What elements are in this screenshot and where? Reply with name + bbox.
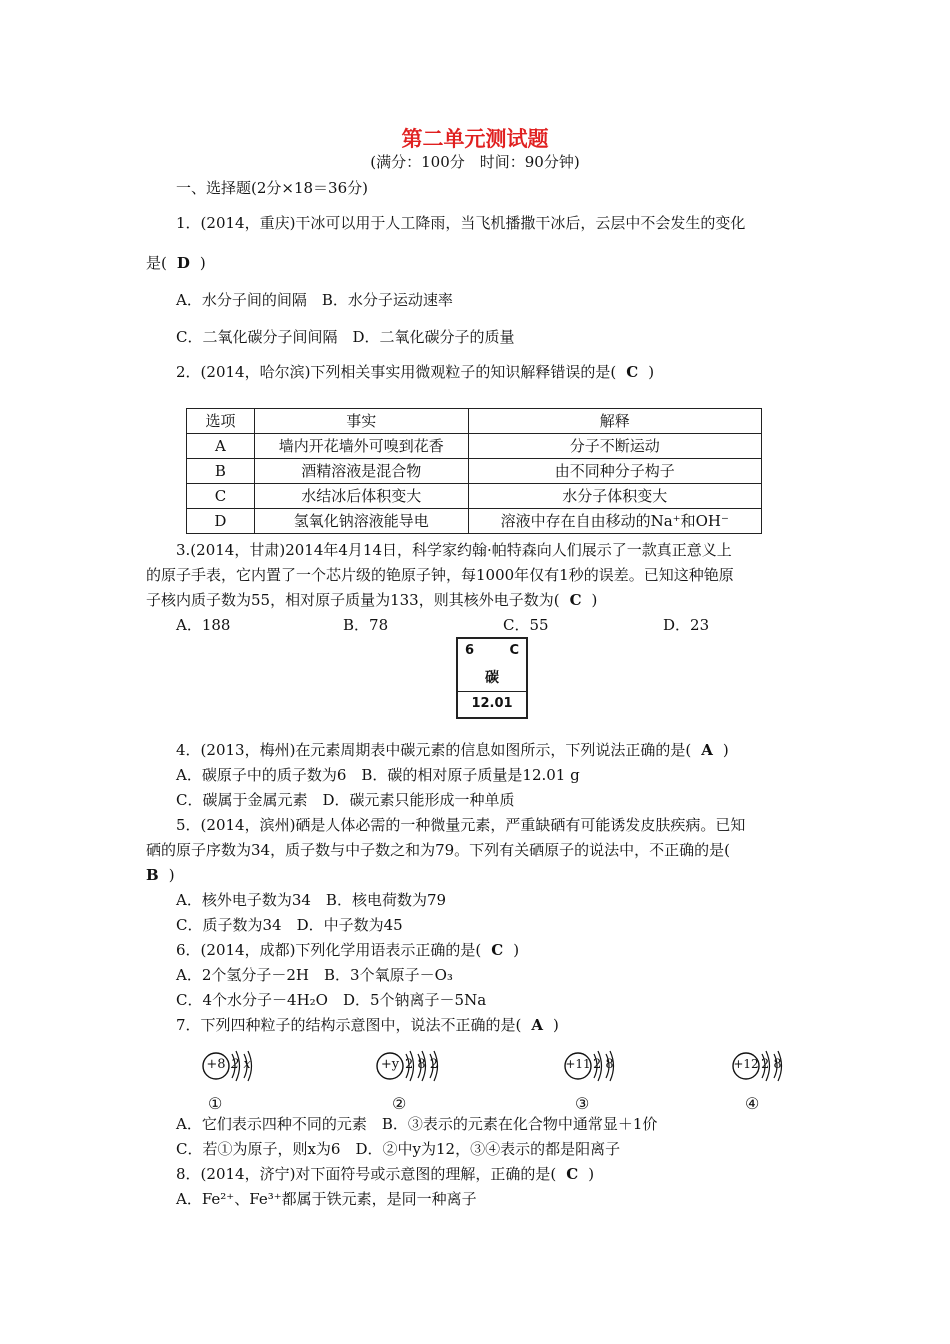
q7-stem: 7．下列四种粒子的结构示意图中，说法不正确的是( A ): [176, 1016, 559, 1034]
q6-answer: C: [491, 941, 504, 959]
table-row: [187, 434, 762, 459]
q1-line1: 1．(2014，重庆)干冰可以用于人工降雨，当飞机播撒干冰后，云层中不会发生的变化: [176, 214, 746, 232]
q3-option-d: D．23: [663, 616, 710, 634]
q3-line1: 3.(2014，甘肃)2014年4月14日，科学家约翰·帕特森向人们展示了一款真正意义上: [176, 541, 732, 559]
diagram-label: ③: [575, 1094, 590, 1113]
shell-electrons: 2 8: [761, 1057, 782, 1072]
q1-answer: D: [176, 254, 190, 272]
q3-line2: 的原子手表，它内置了一个芯片级的铯原子钟，每1000年仅有1秒的误差。已知这种铯原: [146, 566, 734, 584]
page-subtitle: (满分：100分 时间：90分钟): [370, 153, 580, 171]
nucleus-charge: +y: [380, 1057, 400, 1072]
q1-options-ab: A．水分子间的间隔 B．水分子运动速率: [176, 291, 453, 309]
q4-options-cd: C．碳属于金属元素 D．碳元素只能形成一种单质: [176, 791, 515, 809]
shell-electrons: 2 8 2: [405, 1057, 439, 1072]
q5-answer: B: [146, 866, 159, 884]
atom-diagram-4: [730, 1048, 810, 1084]
q5-line3: B ): [136, 865, 175, 885]
q8-option-a: A．Fe²⁺、Fe³⁺都属于铁元素，是同一种离子: [176, 1190, 477, 1208]
q8-answer: C: [566, 1165, 579, 1183]
q5-line2: 硒的原子序数为34，质子数与中子数之和为79。下列有关硒原子的说法中，不正确的是(: [146, 841, 731, 859]
q4-stem: 4．(2013，梅州)在元素周期表中碳元素的信息如图所示，下列说法正确的是( A ): [176, 741, 729, 759]
table-cell: 氢氧化钠溶液能导电: [254, 509, 468, 534]
nucleus-charge: +11: [565, 1057, 591, 1071]
q3-answer: C: [569, 591, 582, 609]
table-cell: 分子不断运动: [468, 434, 762, 459]
atom-diagram-2: [374, 1048, 464, 1084]
table-cell: 水结冰后体积变大: [254, 484, 468, 509]
q1-options-cd: C．二氧化碳分子间间隔 D．二氧化碳分子的质量: [176, 328, 515, 346]
nucleus-charge: +12: [733, 1057, 759, 1071]
table-row: [187, 484, 762, 509]
q2-stem: 2．(2014，哈尔滨)下列相关事实用微观粒子的知识解释错误的是( C ): [176, 363, 655, 381]
nucleus-charge: +8: [206, 1057, 226, 1072]
section-heading: 一、选择题(2分×18＝36分): [176, 179, 368, 197]
atom-diagram-1: [200, 1048, 270, 1084]
table-cell: C: [187, 484, 255, 509]
table-cell: D: [187, 509, 255, 534]
q5-line1: 5．(2014，滨州)硒是人体必需的一种微量元素，严重缺硒有可能诱发皮肤疾病。已知: [176, 816, 746, 834]
element-mass: 12.01: [471, 696, 513, 711]
table-cell: 酒精溶液是混合物: [254, 459, 468, 484]
diagram-label: ④: [745, 1094, 760, 1113]
table-cell: A: [187, 434, 255, 459]
q4-answer: A: [701, 741, 713, 759]
table-cell: 由不同种分子构子: [468, 459, 762, 484]
q3-option-c: C．55: [503, 616, 549, 634]
carbon-element-tile: [456, 637, 528, 719]
q3-option-b: B．78: [343, 616, 389, 634]
q7-options-ab: A．它们表示四种不同的元素 B．③表示的元素在化合物中通常显＋1价: [176, 1115, 658, 1133]
shell-electrons: 2 8: [593, 1057, 614, 1072]
table-cell: B: [187, 459, 255, 484]
q5-options-ab: A．核外电子数为34 B．核电荷数为79: [176, 891, 447, 909]
q6-options-ab: A．2个氢分子－2H B．3个氧原子－O₃: [176, 966, 453, 984]
q3-line3: 子核内质子数为55，相对原子质量为133，则其核外电子数为( C ): [146, 591, 598, 609]
table-header: 事实: [254, 409, 468, 434]
diagram-label: ①: [208, 1094, 223, 1113]
diagram-label: ②: [392, 1094, 407, 1113]
q7-answer: A: [531, 1016, 544, 1034]
shell-electrons: 2 x: [231, 1057, 251, 1072]
q1-line2: 是( D ): [146, 254, 206, 272]
table-header-row: [187, 409, 762, 434]
q2-table: [186, 408, 762, 534]
element-symbol: C: [509, 643, 519, 658]
table-header: 解释: [468, 409, 762, 434]
table-cell: 水分子体积变大: [468, 484, 762, 509]
table-cell: 墙内开花墙外可嗅到花香: [254, 434, 468, 459]
q6-stem: 6．(2014，成都)下列化学用语表示正确的是( C ): [176, 941, 520, 959]
element-name: 碳: [485, 670, 499, 686]
table-cell: 溶液中存在自由移动的Na⁺和OH⁻: [468, 509, 762, 534]
table-row: [187, 459, 762, 484]
q5-options-cd: C．质子数为34 D．中子数为45: [176, 916, 403, 934]
q4-options-ab: A．碳原子中的质子数为6 B．碳的相对原子质量是12.01 g: [176, 766, 580, 784]
q3-option-a: A．188: [176, 616, 231, 634]
q7-options-cd: C．若①为原子，则x为6 D．②中y为12，③④表示的都是阳离子: [176, 1140, 621, 1158]
table-header: 选项: [187, 409, 255, 434]
q2-answer: C: [626, 363, 639, 381]
page-title: 第二单元测试题: [401, 126, 549, 151]
q8-stem: 8．(2014，济宁)对下面符号或示意图的理解，正确的是( C ): [176, 1165, 595, 1183]
table-row: [187, 509, 762, 534]
atom-diagram-3: [562, 1048, 642, 1084]
element-number: 6: [465, 643, 475, 658]
q6-options-cd: C．4个水分子－4H₂O D．5个钠离子－5Na: [176, 991, 487, 1009]
